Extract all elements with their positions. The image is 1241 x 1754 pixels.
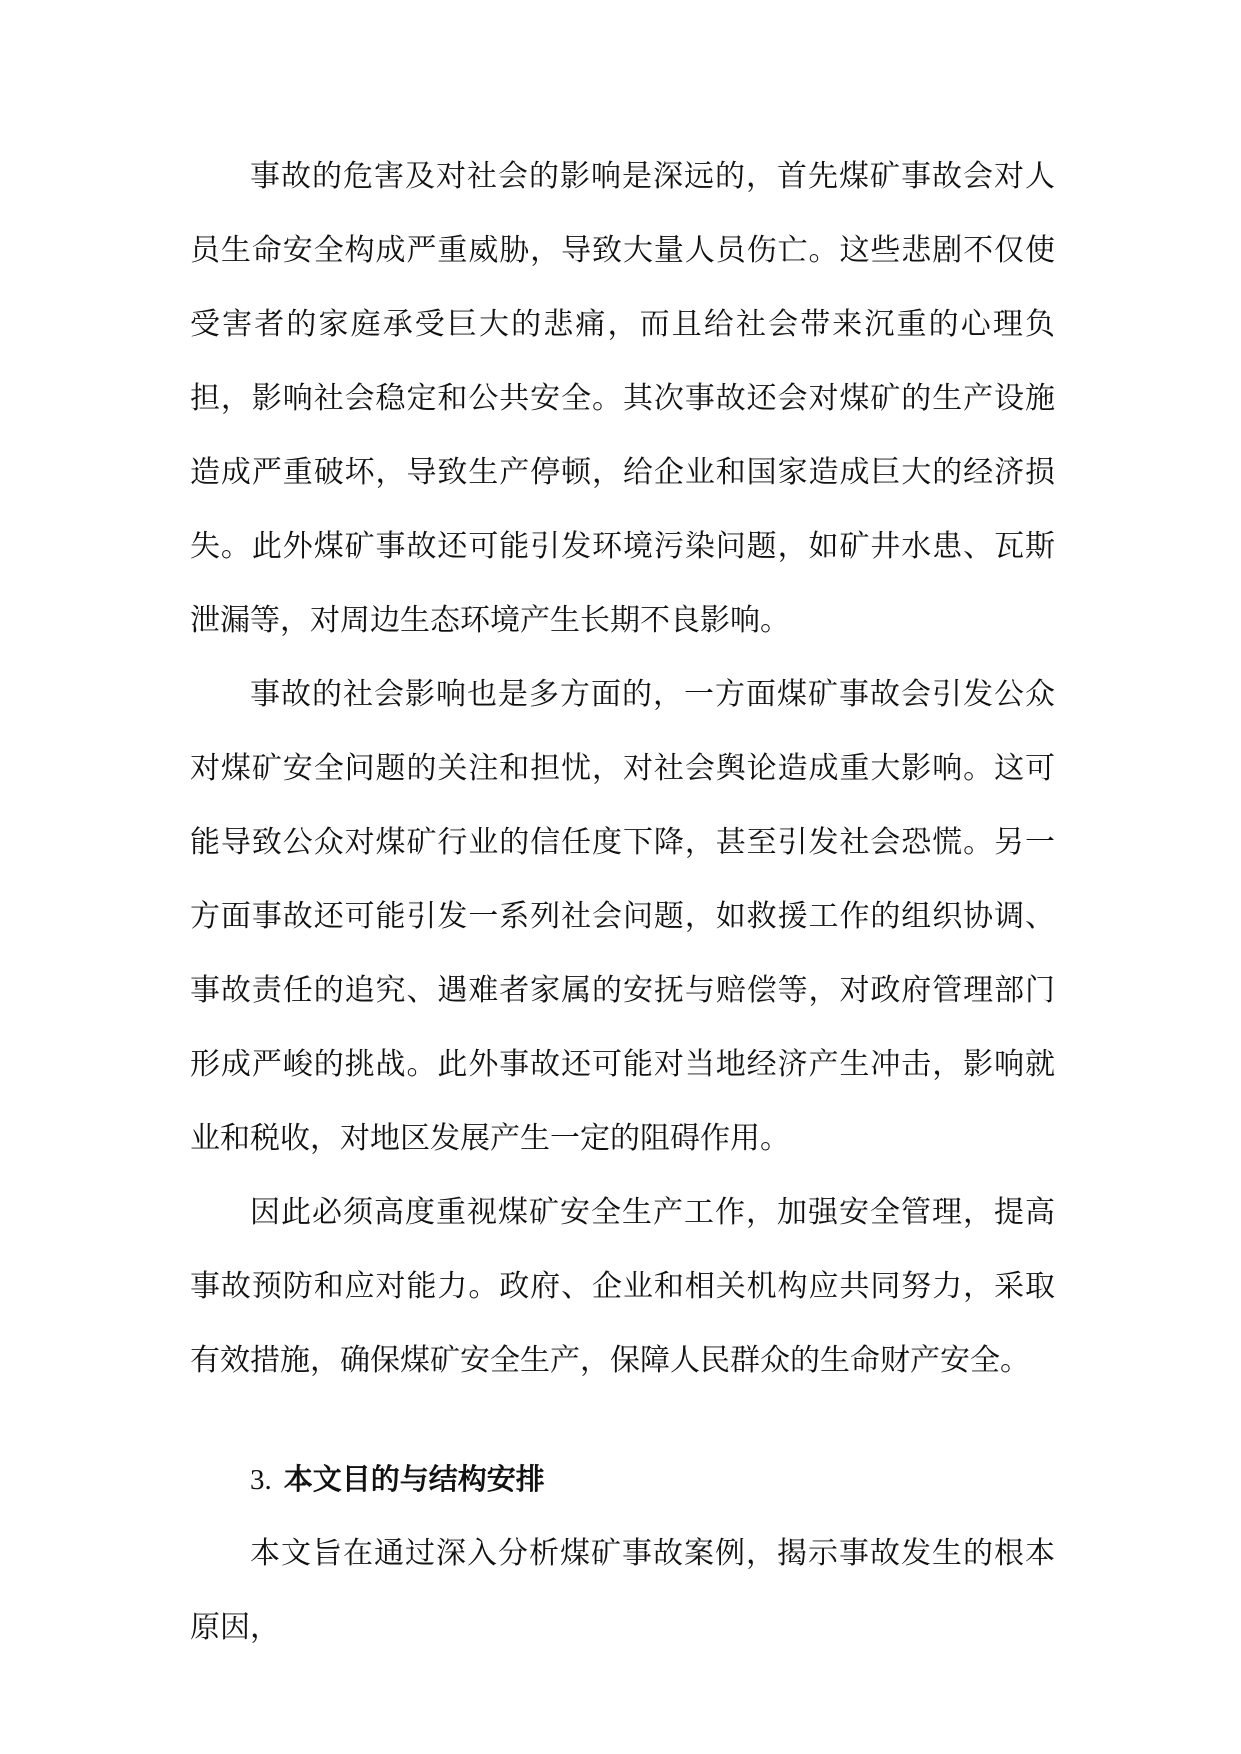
paragraph-conclusion: 因此必须高度重视煤矿安全生产工作，加强安全管理，提高事故预防和应对能力。政府、企业和相关机构应共同努力，采取有效措施，确保煤矿安全生产，保障人民群众的生命财产安全。 (190, 1195, 1055, 1378)
paragraph-impact: 事故的危害及对社会的影响是深远的，首先煤矿事故会对人员生命安全构成严重威胁，导致大量人员伤亡。这些悲剧不仅使受害者的家庭承受巨大的悲痛，而且给社会带来沉重的心理负担，影响社会稳定和公共安全。其次事故还会对煤矿的生产设施造成严重破坏，导致生产停顿，给企业和国家造成巨大的经济损失。此外煤矿事故还可能引发环境污染问题，如矿井水患、瓦斯泄漏等，对周边生态环境产生长期不良影响。 (190, 159, 1055, 638)
section-heading (250, 1442, 1055, 1517)
section-title: 本文目的与结构安排 (283, 1462, 545, 1496)
document-body (190, 140, 1055, 1665)
paragraph-social-impact: 事故的社会影响也是多方面的，一方面煤矿事故会引发公众对煤矿安全问题的关注和担忧，对社会舆论造成重大影响。这可能导致公众对煤矿行业的信任度下降，甚至引发社会恐慌。另一方面事故还可能引发一系列社会问题，如救援工作的组织协调、事故责任的追究、遇难者家属的安抚与赔偿等，对政府管理部门形成严峻的挑战。此外事故还可能对当地经济产生冲击，影响就业和税收，对地区发展产生一定的阻碍作用。 (190, 677, 1055, 1156)
section-number: 3. (250, 1464, 272, 1496)
paragraph-purpose: 本文旨在通过深入分析煤矿事故案例，揭示事故发生的根本原因， (190, 1536, 1055, 1645)
